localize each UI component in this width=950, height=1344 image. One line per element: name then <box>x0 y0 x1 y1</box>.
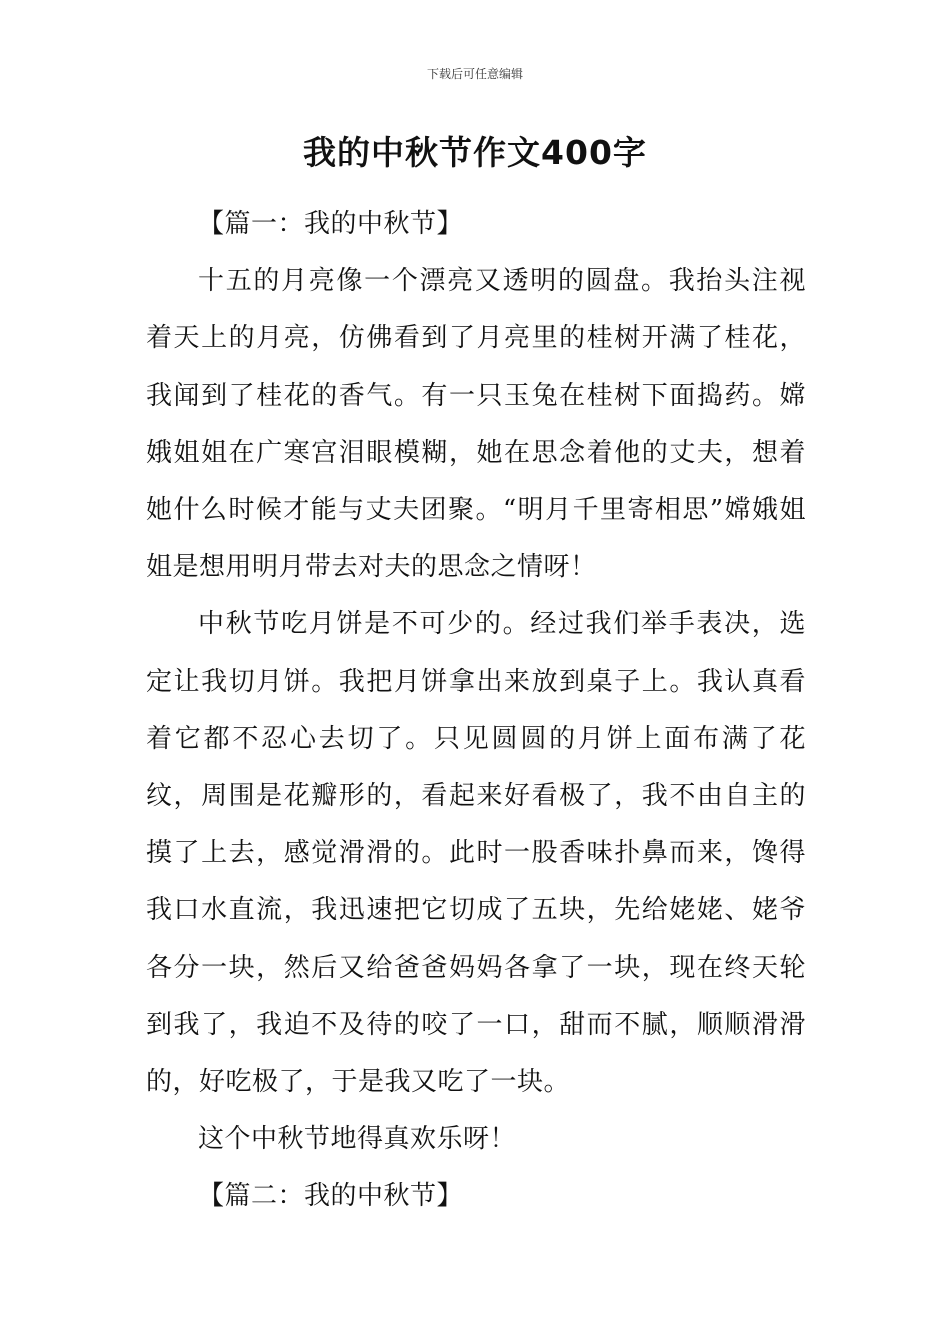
section-heading-2: 【篇二：我的中秋节】 <box>198 1181 464 1212</box>
paragraph-2: 中秋节吃月饼是不可少的。经过我们举手表决，选定让我切月饼。我把月饼拿出来放到桌子上。我认真看着它都不忍心去切了。只见圆圆的月饼上面布满了花纹，周围是花瓣形的，看起来好看极了，我不由自主的摸了上去，感觉滑滑的。此时一股香味扑鼻而来，馋得我口水直流，我迅速把它切成了五块，先给姥姥、姥爷各分一块，然后又给爸爸妈妈各拿了一块，现在终天轮到我了，我迫不及待的咬了一口，甜而不腻，顺顺滑滑的，好吃极了，于是我又吃了一块。 <box>146 609 806 1098</box>
document-title: 我的中秋节作文400字 <box>303 133 647 172</box>
header-note: 下载后可任意编辑 <box>426 67 523 81</box>
paragraph-1: 十五的月亮像一个漂亮又透明的圆盘。我抬头注视着天上的月亮，仿佛看到了月亮里的桂树开满了桂花，我闻到了桂花的香气。有一只玉兔在桂树下面捣药。嫦娥姐姐在广寒宫泪眼模糊，她在思念着他的丈夫，想着她什么时候才能与丈夫团聚。“明月千里寄相思”嫦娥姐姐是想用明月带去对夫的思念之情呀！ <box>146 266 806 583</box>
section-heading-1: 【篇一：我的中秋节】 <box>198 209 464 239</box>
paragraph-3: 这个中秋节地得真欢乐呀！ <box>198 1124 517 1155</box>
document-body <box>146 196 806 1226</box>
